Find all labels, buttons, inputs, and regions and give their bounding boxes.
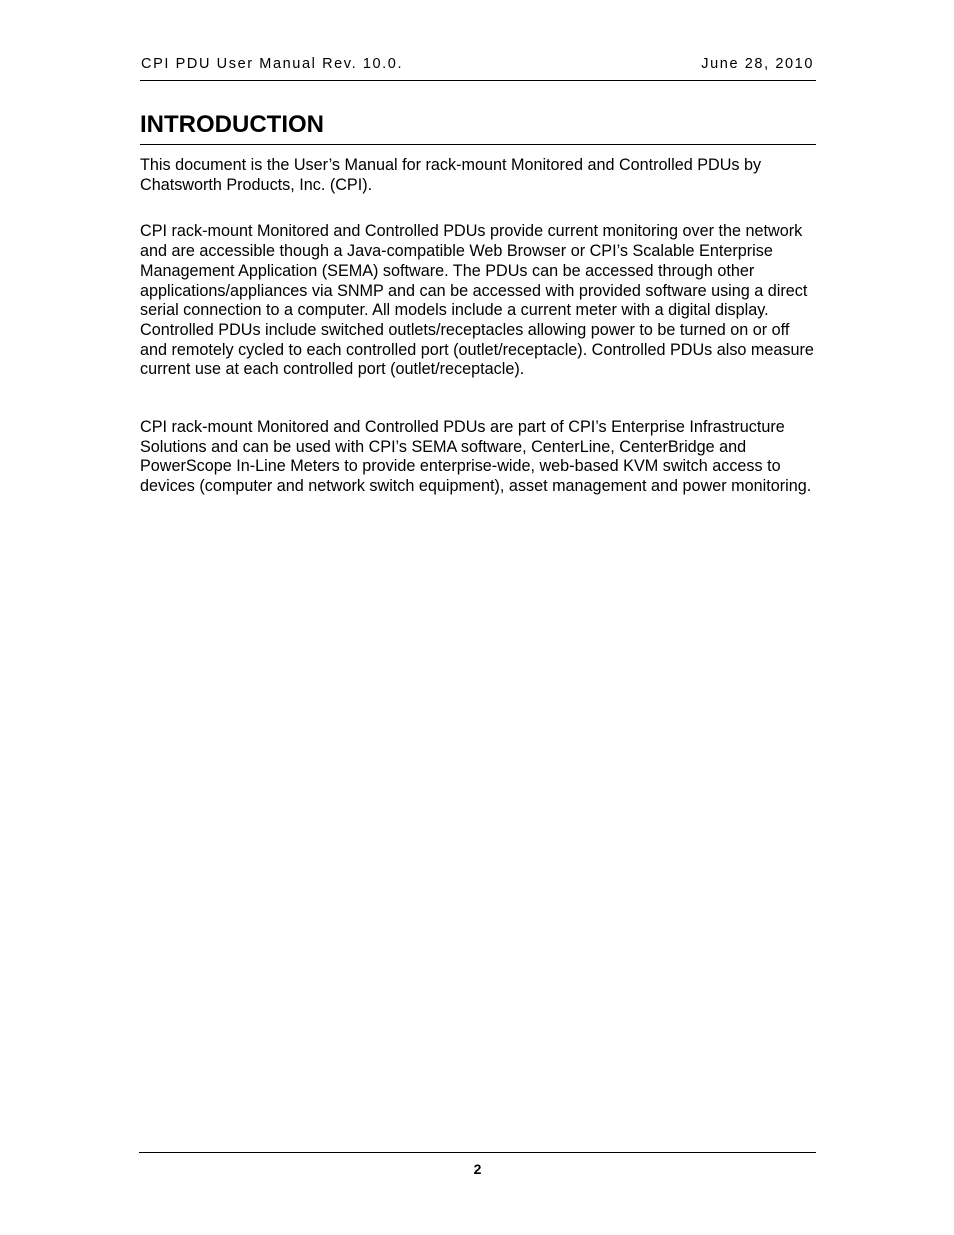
page-header xyxy=(140,55,816,81)
header-date: June 28, 2010 xyxy=(701,56,814,72)
section-body xyxy=(140,156,816,497)
page-footer xyxy=(139,1152,816,1183)
paragraph-solutions: CPI rack-mount Monitored and Controlled PDUs are part of CPI’s Enterprise Infrastructure Solutions and can be used with CPI’s SEMA software, CenterLine, CenterBridge and PowerScope In-Line Meters to provide enterprise-wide, web-based KVM switch access to devices (computer and network switch equipment), asset management and power monitoring. xyxy=(140,418,812,496)
header-document-title: CPI PDU User Manual Rev. 10.0. xyxy=(141,56,404,72)
paragraph-features: CPI rack-mount Monitored and Controlled PDUs provide current monitoring over the network and are accessible though a Java-compatible Web Browser or CPI’s Scalable Enterprise Management Application (SEMA) software. The PDUs can be accessed through other applications/appliances via SNMP and can be accessed with provided software using a direct serial connection to a computer. All models include a current meter with a digital display. Controlled PDUs include switched outlets/receptacles allowing power to be turned on or off and remotely cycled to each controlled port (outlet/receptacle). Controlled PDUs also measure current use at each controlled port (outlet/receptacle). xyxy=(140,222,814,379)
page-number: 2 xyxy=(473,1161,482,1177)
section-heading: INTRODUCTION xyxy=(140,111,816,145)
paragraph-intro: This document is the User’s Manual for rack-mount Monitored and Controlled PDUs by Chatsworth Products, Inc. (CPI). xyxy=(140,156,762,194)
